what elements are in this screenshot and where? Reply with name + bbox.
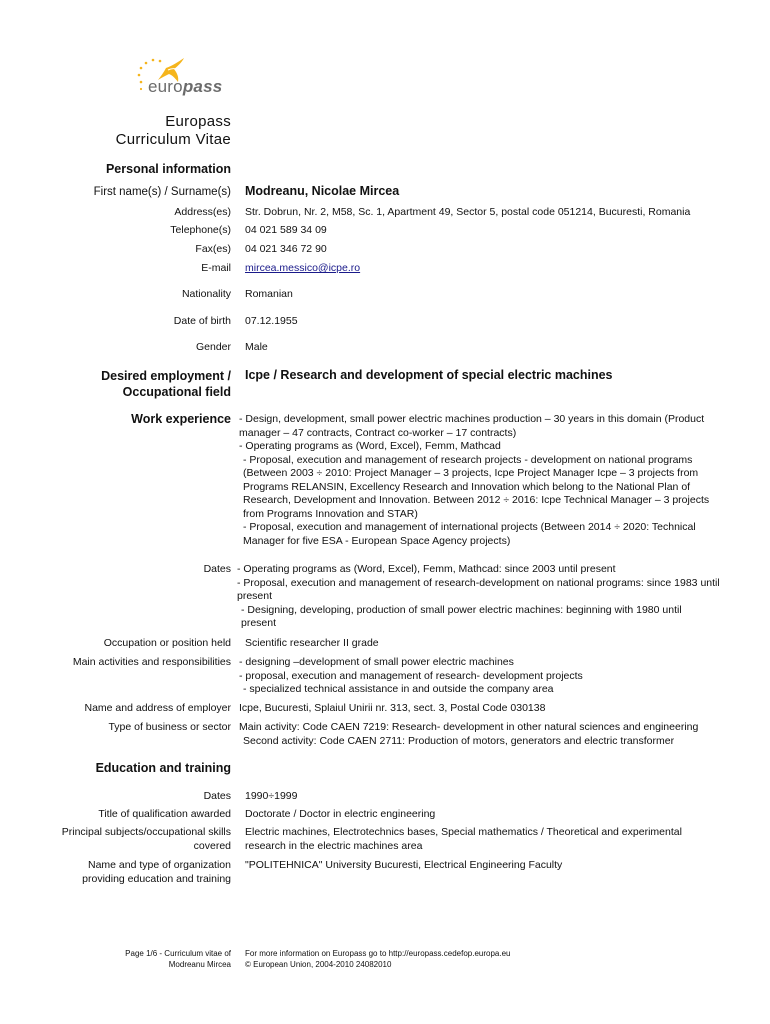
activities-line: - proposal, execution and management of research- development projects [239, 669, 583, 682]
nationality-label: Nationality [181, 288, 231, 300]
subjects-label-line2: covered [193, 839, 231, 852]
europass-wordmark [148, 78, 222, 96]
organization-label [82, 859, 231, 886]
work-dates-line: - Proposal, execution and management of research-development on national programs: since 1983 until [237, 576, 720, 589]
work-dates-line: present [241, 617, 277, 629]
cv-title [116, 113, 231, 149]
work-description-line: Manager for five ESA - European Space Agency projects) [243, 534, 511, 547]
work-description [239, 413, 709, 548]
subjects-line: Electric machines, Electrotechnics bases, Special mathematics / Theoretical and experimental [245, 826, 682, 838]
business-value [239, 721, 698, 748]
cv-title-line1: Europass [165, 113, 231, 130]
nationality-value: Romanian [245, 288, 293, 300]
work-description-line: Research, Development and Innovation. Between 2012 ÷ 2016: Icpe Technical Manager – 3 projects [243, 494, 710, 506]
work-dates-value [237, 563, 720, 631]
work-experience-heading: Work experience [131, 412, 231, 426]
organization-label-line2: providing education and training [82, 872, 231, 885]
footer-info-line2: © European Union, 2004-2010 24082010 [245, 959, 392, 969]
employer-label: Name and address of employer [84, 702, 231, 714]
name-value: Modreanu, Nicolae Mircea [245, 184, 400, 198]
work-description-line: - Design, development, small power electric machines production – 30 years in this domain (Product [239, 413, 705, 425]
activities-line: - designing –development of small power electric machines [239, 656, 514, 668]
footer-page-line2: Modreanu Mircea [168, 959, 231, 969]
footer-page-line1: Page 1/6 - Curriculum vitae of [125, 949, 231, 958]
organization-label-line1: Name and type of organization [87, 859, 231, 871]
work-description-line: (Between 2003 ÷ 2010: Project Manager – 3 projects, Icpe Project Manager Icpe – 3 projects from [243, 467, 699, 479]
work-description-line: - Operating programs as (Word, Excel), Femm, Mathcad [239, 440, 501, 452]
business-line: Second activity: Code CAEN 2711: Production of motors, generators and electric transformer [243, 734, 675, 747]
qualification-value: Doctorate / Doctor in electric engineering [245, 808, 436, 820]
desired-employment-heading [101, 368, 231, 400]
education-dates-label: Dates [203, 790, 231, 802]
footer-europass-info [245, 949, 511, 970]
activities-line: - specialized technical assistance in and outside the company area [243, 683, 554, 695]
work-description-line: - Proposal, execution and management of international projects (Between 2014 ÷ 2020: Technical [243, 521, 696, 533]
activities-value [239, 656, 583, 697]
business-line: Main activity: Code CAEN 7219: Research- development in other natural sciences and engineering [239, 721, 699, 733]
email-label: E-mail [201, 262, 231, 274]
europass-logo [132, 52, 232, 98]
address-label: Address(es) [174, 206, 231, 218]
education-dates-value: 1990÷1999 [245, 790, 298, 802]
email-value [245, 262, 360, 276]
occupation-label: Occupation or position held [103, 637, 231, 649]
europass-wordmark-prefix: euro [148, 77, 183, 96]
subjects-label-line1: Principal subjects/occupational skills [61, 826, 231, 838]
telephone-value: 04 021 589 34 09 [245, 224, 327, 236]
fax-label: Fax(es) [195, 243, 231, 255]
fax-value: 04 021 346 72 90 [245, 243, 327, 255]
personal-information-heading: Personal information [105, 162, 231, 176]
dob-value: 07.12.1955 [245, 315, 298, 327]
address-value: Str. Dobrun, Nr. 2, M58, Sc. 1, Apartment 49, Sector 5, postal code 051214, Bucuresti, Romania [245, 206, 691, 218]
work-description-line: from Programs Innovation and STAR) [243, 507, 418, 520]
work-dates-line: present [237, 590, 273, 602]
activities-label: Main activities and responsibilities [72, 656, 231, 668]
gender-label: Gender [195, 341, 231, 353]
qualification-label: Title of qualification awarded [98, 808, 231, 820]
footer-page-info [125, 949, 231, 970]
subjects-label [62, 826, 231, 853]
organization-value: "POLITEHNICA" University Bucuresti, Electrical Engineering Faculty [245, 859, 563, 871]
work-description-line: - Proposal, execution and management of research projects - development on national programs [243, 453, 693, 466]
work-dates-line: - Designing, developing, production of small power electric machines: beginning with 1980 until [241, 603, 682, 616]
occupation-value: Scientific researcher II grade [245, 637, 379, 649]
work-description-line: Programs RELANSIN, Excellency Research and Innovation which belong to the National Plan of [243, 480, 691, 493]
work-dates-line: - Operating programs as (Word, Excel), Femm, Mathcad: since 2003 until present [237, 563, 616, 575]
education-heading: Education and training [95, 761, 231, 775]
employer-value: Icpe, Bucuresti, Splaiul Unirii nr. 313, sect. 3, Postal Code 030138 [239, 702, 546, 714]
europass-wordmark-suffix: pass [182, 77, 223, 96]
cv-title-line2: Curriculum Vitae [115, 131, 231, 148]
email-link[interactable]: mircea.messico@icpe.ro [245, 262, 361, 274]
business-label: Type of business or sector [108, 721, 231, 733]
name-label: First name(s) / Surname(s) [93, 186, 231, 198]
desired-employment-heading-line1: Desired employment / [101, 369, 231, 383]
subjects-value [245, 826, 682, 853]
desired-employment-heading-line2: Occupational field [122, 385, 231, 399]
telephone-label: Telephone(s) [170, 224, 231, 236]
desired-employment-value: Icpe / Research and development of special electric machines [245, 368, 613, 382]
footer-info-line1: For more information on Europass go to http://europass.cedefop.europa.eu [245, 949, 511, 958]
work-dates-label: Dates [203, 563, 231, 575]
dob-label: Date of birth [173, 315, 231, 327]
work-description-line: manager – 47 contracts, Contract co-worker – 17 contracts) [239, 426, 517, 439]
gender-value: Male [245, 341, 268, 353]
subjects-line: research in the electric machines area [245, 839, 423, 852]
